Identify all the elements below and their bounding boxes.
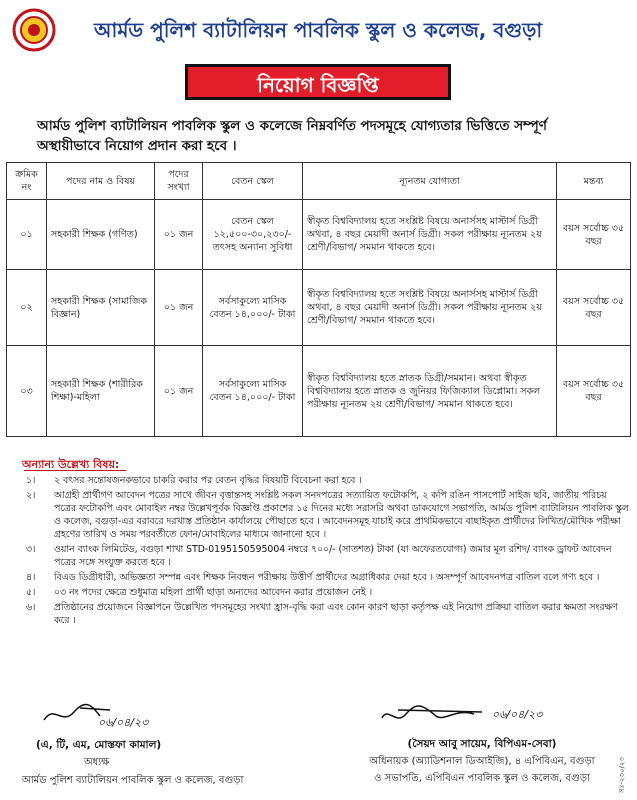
row-serial: ০৩ <box>7 346 47 437</box>
row-qualification: স্বীকৃত বিশ্ববিদ্যালয় হতে সংশ্লিষ্ট বিষয়ে অনার্সসহ মাস্টার্স ডিগ্রী অথবা, ৪ বছর মেয়াদী অনার্স ডিগ্রী। সকল পরীক্ষায় ন্যূনতম ২য় শ্রেণী/বিভাগ/ সমমান থাকতে হবে। <box>303 200 557 270</box>
signatory-designation: অধ্যক্ষ <box>84 757 110 768</box>
list-item <box>6 474 630 487</box>
note-number: ৪। <box>26 572 36 583</box>
row-post: সহকারী শিক্ষক (সামাজিক বিজ্ঞান) <box>47 270 155 346</box>
note-text: ওয়ান ব্যাংক লিমিটেড, বগুড়া শাখা STD-0195150595004 নম্বরে ৭০০/- (সাতশত) টাকা (যা অফেরতযোগ্য) জমার মূল রশিদ/ ব্যাংক ড্রাফট আবেদন পত্রের সঙ্গে সংযুক্ত করতে হবে । <box>54 544 612 568</box>
row-count: ০১ জন <box>155 270 203 346</box>
notice-banner <box>185 64 451 100</box>
signatory-name: (সৈয়দ আবু সায়েম, বিপিএম-সেবা) <box>407 738 557 750</box>
col-header-count: পদের সংখ্যা <box>155 163 203 200</box>
note-number: ১। <box>26 475 36 486</box>
row-count: ০১ জন <box>155 346 203 437</box>
row-serial: ০১ <box>7 200 47 270</box>
row-pay: সর্বসাকুল্যে মাসিক বেতন ১৪,০০০/- টাকা <box>203 270 303 346</box>
list-item <box>6 543 630 569</box>
row-post: সহকারী শিক্ষক (গণিত) <box>47 200 155 270</box>
notes-list <box>6 474 630 629</box>
vacancy-table <box>6 162 631 437</box>
institution-title: আর্মড পুলিশ ব্যাটালিয়ন পাবলিক স্কুল ও কলেজ, বগুড়া <box>94 18 543 42</box>
table-header-row <box>7 163 631 200</box>
row-pay: বেতন স্কেল ১২,৫০০-৩০,২৩০/- তৎসহ অন্যান্য সুবিধা <box>203 200 303 270</box>
row-count: ০১ জন <box>155 200 203 270</box>
col-header-remark: মন্তব্য <box>557 163 631 200</box>
row-remark: বয়স সর্বোচ্চ ৩৫ বছর <box>557 346 631 437</box>
school-logo-icon <box>12 8 56 52</box>
signatory-designation: অধিনায়ক (অ্যাডিশনাল ডিআইজি), ৪ এপিবিএন, বগুড়া <box>369 756 595 767</box>
signature-date-left: ০৬/০৪/২৩ <box>98 716 149 729</box>
note-text: ২ বৎসর সন্তোষজনকভাবে চাকরি করার পর বেতন বৃদ্ধির বিষয়টি বিবেচনা করা হবে । <box>54 475 362 486</box>
intro-text: আর্মড পুলিশ ব্যাটালিয়ন পাবলিক স্কুল ও কলেজে নিম্নবর্ণিত পদসমূহে যোগ্যতার ভিত্তিতে সম্পূর্ণ অস্থায়ীভাবে নিয়োগ প্রদান করা হবে । <box>37 118 547 154</box>
col-header-post: পদের নাম ও বিষয় <box>47 163 155 200</box>
other-notes-heading: অন্যান্য উল্লেখ্য বিষয়: <box>22 458 120 471</box>
row-post: সহকারী শিক্ষক (শারীরিক শিক্ষা)-মহিলা <box>47 346 155 437</box>
note-text: বিএড ডিগ্রীধারী, অভিজ্ঞতা সম্পন্ন এবং শিক্ষক নিবন্ধন পরীক্ষায় উত্তীর্ণ প্রার্থীদের অগ্রাধিকার দেয়া হবে । অসম্পূর্ণ আবেদনপত্র বাতিল বলে গণ্য হবে । <box>54 572 600 583</box>
table-row <box>7 346 631 437</box>
list-item <box>6 586 630 599</box>
signatory-right <box>337 736 627 787</box>
list-item <box>6 571 630 584</box>
header <box>8 6 629 56</box>
notice-title: নিয়োগ বিজ্ঞপ্তি <box>257 73 379 97</box>
row-qualification: স্বীকৃত বিশ্ববিদ্যালয় হতে স্নাতক ডিগ্রী/সমমান। অথবা স্বীকৃত বিশ্ববিদ্যালয় হতে স্নাতক ও জুনিয়র ফিজিক্যাল ডিপ্লোমা। সকল পরীক্ষায় ন্যূনতম ২য় শ্রেণী/বিভাগ/ সমমান থাকতে হবে। <box>303 346 557 437</box>
col-header-serial: ক্রমিক নং <box>7 163 47 200</box>
row-remark: বয়স সর্বোচ্চ ৩৫ বছর <box>557 200 631 270</box>
row-remark: বয়স সর্বোচ্চ ৩৫ বছর <box>557 270 631 346</box>
note-text: প্রতিষ্ঠানের প্রয়োজনে বিজ্ঞাপনে উল্লেখিত পদসমূহের সংখ্যা হ্রাস-বৃদ্ধি করা এবং কোন কারণ ছাড়া কর্তৃপক্ষ এই নিয়োগ প্রক্রিয়া বাতিল করার ক্ষমতা সংরক্ষণ করে । <box>54 602 618 626</box>
signatory-name: (এ, টি, এম, মোস্তফা কামাল) <box>36 739 162 751</box>
table-row <box>7 270 631 346</box>
signatory-left <box>22 736 322 790</box>
note-number: ৫। <box>26 587 36 598</box>
row-pay: সর্বসাকুল্যে মাসিক বেতন ১৪,০০০/- টাকা <box>203 346 303 437</box>
list-item <box>6 601 630 627</box>
note-text: আগ্রহী প্রার্থীগণ আবেদন পত্রের সাথে জীবন বৃত্তান্তসহ সংশ্লিষ্ট সকল সনদপত্রের সত্যায়িত ফটোকপি, ২ কপি রঙিন পাসপোর্ট সাইজ ছবি, জাতীয় পরিচয় পত্রের ফটোকপি এবং মোবাইল নম্বর উল্লেখপূর্বক বিজ্ঞপ্তি প্রকাশের ১৫ দিনের মধ্যে সরাসরি অথবা ডাকযোগে সভাপতি, আর্মড পুলিশ ব্যাটালিয়ন পাবলিক স্কুল ও কলেজ, বগুড়া-এর বরাবরে দরখাস্ত প্রতিষ্ঠান কার্যালয়ে পৌছাতে হবে । আবেদনসমূহ যাচাই করে প্রাথমিকভাবে বাছাইকৃত প্রার্থীদের লিখিত/মৌখিক পরীক্ষা গ্রহণের তারিখ ও সময় পরবর্তীতে ফোন/মোবাইলের মাধ্যমে জানানো হবে । <box>54 490 629 540</box>
side-reference: সঃ-২৩০/২৩ <box>618 757 626 793</box>
note-number: ৩। <box>26 544 36 555</box>
row-serial: ০২ <box>7 270 47 346</box>
heading-underline <box>24 470 126 471</box>
note-number: ২। <box>26 490 36 501</box>
col-header-qualification: ন্যূনতম যোগ্যতা <box>303 163 557 200</box>
chairman-signature <box>378 700 498 730</box>
row-qualification: স্বীকৃত বিশ্ববিদ্যালয় হতে সংশ্লিষ্ট বিষয়ে অনার্সসহ মাস্টার্স ডিগ্রী অথবা, ৪ বছর মেয়াদী অনার্স ডিগ্রী। সকল পরীক্ষায় ন্যূনতম ২য় শ্রেণী/বিভাগ/ সমমান থাকতে হবে। <box>303 270 557 346</box>
col-header-pay: বেতন স্কেল <box>203 163 303 200</box>
note-number: ৬। <box>26 602 36 613</box>
list-item <box>6 489 630 541</box>
signature-date-right: ০৬/০৪/২৩ <box>492 708 543 721</box>
note-text: ০৩ নং পদের ক্ষেত্রে শুধুমাত্র মহিলা প্রার্থী ছাড়া অন্যদের আবেদন করার প্রয়োজন নেই । <box>54 587 373 598</box>
signatory-org: ও সভাপতি, এপিবিএন পাবলিক স্কুল ও কলেজ, বগুড়া <box>374 773 590 784</box>
table-row <box>7 200 631 270</box>
signatory-org: আর্মড পুলিশ ব্যাটালিয়ন পাবলিক স্কুল ও কলেজ, বগুড়া <box>22 775 244 786</box>
